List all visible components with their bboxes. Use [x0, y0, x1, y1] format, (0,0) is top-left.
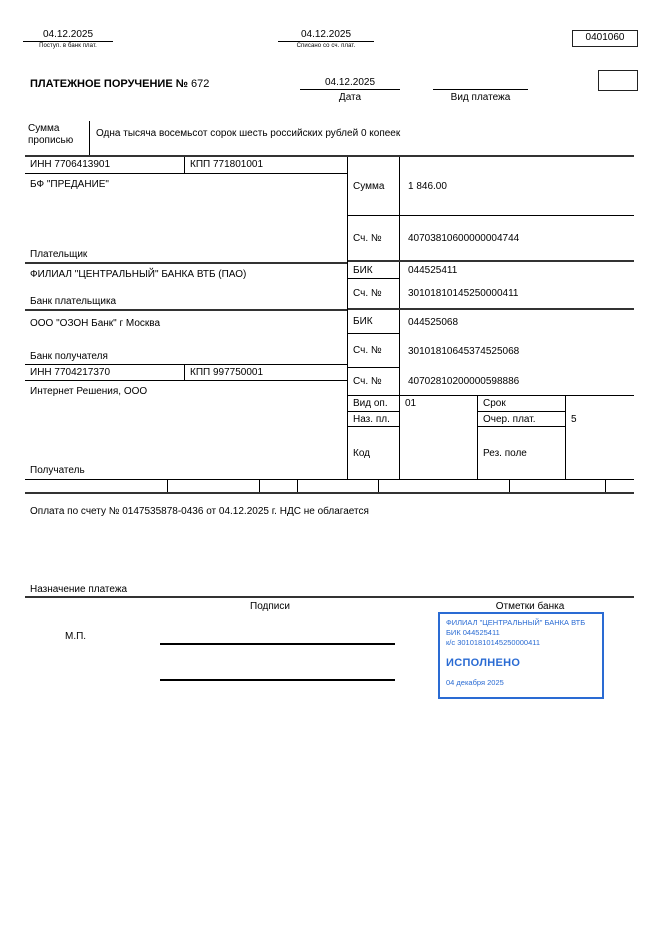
beneficiary-bank-account-label: Сч. №	[348, 334, 400, 368]
beneficiary-bank-account-row	[348, 334, 634, 368]
debited-date: 04.12.2025	[278, 29, 374, 42]
beneficiary-bank-bik-value: 044525068	[408, 316, 459, 328]
bank-marks-label: Отметки банка	[495, 601, 565, 612]
stamp-bank-name: ФИЛИАЛ "ЦЕНТРАЛЬНЫЙ" БАНКА ВТБ	[446, 618, 586, 627]
beneficiary-label: Получатель	[30, 465, 85, 476]
payer-inn-kpp-row	[25, 157, 347, 174]
signature-line-2	[160, 679, 395, 681]
beneficiary-account-value: 40702810200000598886	[408, 376, 520, 387]
payer-bank-bik-row	[348, 262, 634, 279]
debited-date-label: Списано со сч. плат.	[296, 43, 356, 49]
bank-stamp	[438, 612, 604, 699]
beneficiary-bank-bik-label: БИК	[348, 310, 400, 334]
payer-bank-account-label: Сч. №	[348, 279, 400, 308]
doc-number: 672	[191, 78, 210, 90]
doc-date: 04.12.2025	[300, 77, 400, 90]
signature-line-1	[160, 643, 395, 645]
purpose-divider	[25, 596, 634, 598]
amount-in-words-value: Одна тысяча восемьсот сорок шесть российских рублей 0 копеек	[96, 128, 401, 139]
payment-type-underline	[433, 77, 528, 90]
beneficiary-account-label: Сч. №	[348, 368, 400, 395]
payer-account-label: Сч. №	[348, 216, 400, 260]
code-label: Код	[348, 427, 400, 479]
tax-fields-row	[25, 479, 634, 494]
doc-title-line	[30, 78, 209, 90]
payer-block	[25, 174, 347, 264]
beneficiary-inn: ИНН 7704217370	[25, 365, 185, 380]
priority-label: Очер. плат.	[478, 412, 566, 427]
payer-bank-bik-label: БИК	[348, 262, 400, 279]
payer-bank-account-row	[348, 279, 634, 310]
payer-inn: ИНН 7706413901	[25, 157, 185, 173]
tax-field-cell	[606, 480, 634, 492]
tax-field-cell	[298, 480, 379, 492]
op-type-label: Вид оп.	[348, 396, 400, 412]
op-type-value: 01	[400, 396, 478, 412]
doc-date-label: Дата	[338, 92, 362, 103]
amount-in-words-label: Сумма прописью	[25, 121, 90, 155]
reserve-value	[566, 427, 635, 479]
form-code-box: 0401060	[572, 30, 638, 47]
beneficiary-bank-account-value: 30101810645374525068	[408, 345, 520, 357]
beneficiary-account-row	[348, 368, 634, 396]
stamp-bik-line: БИК 044525411	[446, 627, 500, 637]
purpose-text: Оплата по счету № 0147535878-0436 от 04.12.2025 г. НДС не облагается	[30, 506, 369, 517]
payer-bank-label: Банк плательщика	[30, 296, 117, 307]
amount-in-words-row	[25, 121, 634, 155]
payment-type-block	[433, 77, 528, 103]
tax-field-cell	[25, 480, 168, 492]
status-box	[598, 70, 638, 91]
debited-date-block	[278, 29, 374, 49]
received-date-block	[23, 29, 113, 49]
payer-bank-block	[25, 264, 347, 311]
reserve-label: Рез. поле	[478, 427, 566, 479]
tax-field-cell	[168, 480, 260, 492]
purpose-code-label: Наз. пл.	[348, 412, 400, 427]
received-date: 04.12.2025	[23, 29, 113, 42]
beneficiary-name: Интернет Решения, ООО	[30, 386, 148, 397]
sum-label: Сумма	[348, 157, 400, 215]
beneficiary-inn-kpp-row	[25, 365, 347, 381]
beneficiary-bank-label: Банк получателя	[30, 351, 108, 362]
beneficiary-bank-block	[25, 311, 347, 365]
beneficiary-bank-name: ООО "ОЗОН Банк" г Москва	[30, 318, 161, 329]
payer-name: БФ "ПРЕДАНИЕ"	[30, 179, 109, 190]
payer-account-value: 40703810600000004744	[408, 232, 520, 244]
stamp-corr-line: к/с 30101810145250000411	[446, 637, 541, 647]
payer-account-row	[348, 216, 634, 262]
main-table-body	[25, 157, 634, 479]
signatures-label: Подписи	[250, 601, 290, 612]
payer-bank-bik-value: 044525411	[408, 265, 458, 276]
beneficiary-bank-bik-row	[348, 310, 634, 334]
doc-date-block	[300, 77, 400, 103]
tax-field-cell	[510, 480, 606, 492]
right-column	[347, 157, 634, 479]
stamp-status: ИСПОЛНЕНО	[446, 657, 521, 670]
term-label: Срок	[478, 396, 566, 412]
beneficiary-block	[25, 381, 347, 478]
main-table	[25, 155, 634, 494]
doc-title: ПЛАТЕЖНОЕ ПОРУЧЕНИЕ №	[30, 78, 188, 90]
sum-value: 1 846.00	[408, 180, 447, 192]
tax-field-cell	[379, 480, 510, 492]
operation-grid	[348, 396, 634, 479]
sum-row	[348, 157, 634, 216]
payer-bank-name: ФИЛИАЛ "ЦЕНТРАЛЬНЫЙ" БАНКА ВТБ (ПАО)	[30, 269, 247, 280]
beneficiary-kpp: КПП 997750001	[190, 367, 264, 378]
payment-type-label: Вид платежа	[450, 92, 511, 103]
purpose-label: Назначение платежа	[30, 584, 128, 595]
mp-label: М.П.	[65, 631, 87, 642]
payer-label: Плательщик	[30, 249, 88, 260]
left-column	[25, 157, 347, 479]
received-date-label: Поступ. в банк плат.	[39, 43, 97, 49]
payer-kpp: КПП 771801001	[190, 159, 264, 170]
purpose-code-value	[400, 412, 478, 427]
payer-bank-account-value: 30101810145250000411	[408, 288, 519, 299]
tax-field-cell	[260, 480, 298, 492]
code-value	[400, 427, 478, 479]
priority-value: 5	[571, 414, 577, 425]
stamp-date: 04 декабря 2025	[446, 677, 504, 687]
term-value	[566, 396, 635, 412]
